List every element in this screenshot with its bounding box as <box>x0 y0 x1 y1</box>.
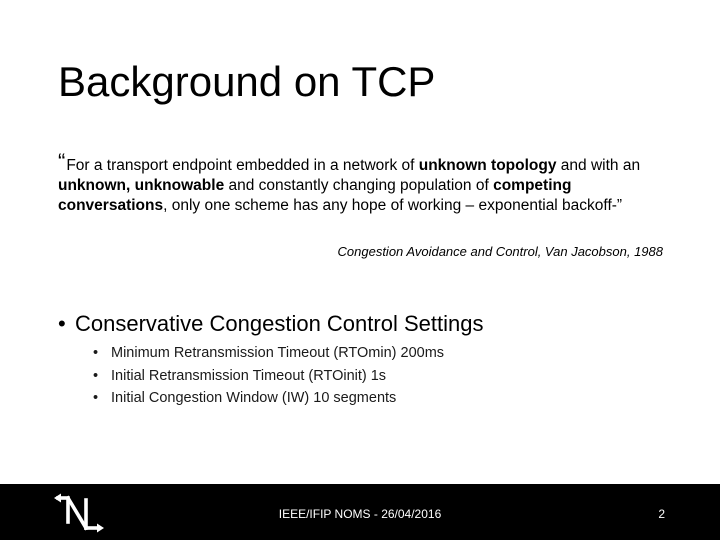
slide-title: Background on TCP <box>58 58 436 105</box>
quote-text-segment: , only one scheme has any hope of working – exponential backoff-” <box>163 197 623 214</box>
sub-bullet-text: Initial Retransmission Timeout (RTOinit) 1s <box>111 367 387 384</box>
quote-citation: Congestion Avoidance and Control, Van Jacobson, 1988 <box>337 244 663 259</box>
sub-bullet-text: Minimum Retransmission Timeout (RTOmin) 200ms <box>111 345 445 361</box>
main-bullet-item <box>58 310 483 338</box>
quote-emphasis-competing-conversations: competing conversations <box>58 177 572 214</box>
slide-footer <box>0 484 720 540</box>
bullet-marker: • <box>93 367 99 384</box>
sub-bullet-item <box>93 365 444 388</box>
sub-bullet-list <box>93 342 444 410</box>
quote-emphasis-unknown-topology: unknown topology <box>418 157 557 174</box>
quote-emphasis-unknown-unknowable: unknown, unknowable <box>58 177 225 194</box>
bullet-marker: • <box>58 311 66 336</box>
bullet-marker: • <box>93 345 99 361</box>
footer-conference-date: IEEE/IFIP NOMS - 26/04/2016 <box>278 507 442 521</box>
bullet-marker: • <box>93 390 99 406</box>
quote-text-segment: and with an <box>556 157 641 174</box>
main-bullet-text: Conservative Congestion Control Settings <box>75 311 484 336</box>
sub-bullet-item <box>93 342 444 365</box>
quote-open-mark: “ <box>58 149 66 174</box>
jacobson-quote <box>58 149 668 216</box>
quote-text-segment: For a transport endpoint embedded in a network of <box>66 157 419 174</box>
slide-page-number: 2 <box>658 507 665 521</box>
sub-bullet-item <box>93 387 444 410</box>
sub-bullet-text: Initial Congestion Window (IW) 10 segments <box>111 390 397 406</box>
quote-text-segment: and constantly changing population of <box>224 177 494 194</box>
